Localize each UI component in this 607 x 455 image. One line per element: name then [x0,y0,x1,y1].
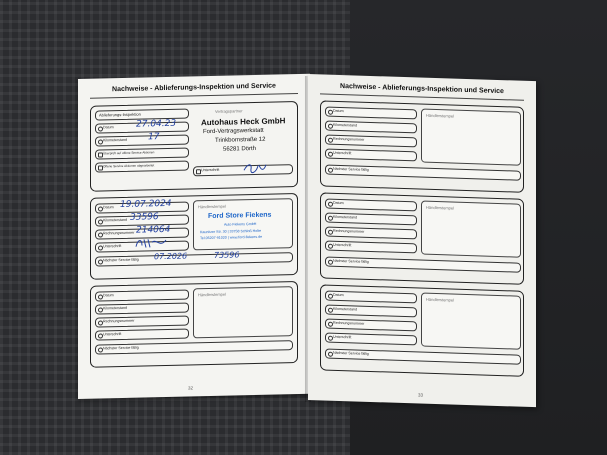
signature-scribble [242,161,268,176]
unterschrift-field [325,333,417,346]
page-title: Nachweise - Ablieferungs-Inspektion und Service [340,83,504,96]
naechster-service-field [325,349,521,365]
unterschrift-label: Unterschrift [333,242,352,248]
datum-label: Datum [333,200,344,206]
unterschrift-field [325,149,417,162]
naechster-label: Nächster Service fällig [333,350,369,356]
stamp-label: Händlerstempel [426,204,455,211]
stamp-label: Vertragspartner [215,108,243,114]
stamp-label: Händlerstempel [198,291,227,298]
km-handwritten: 17 [148,132,160,143]
unterschrift-label: Unterschrift [333,150,352,156]
bullet-icon [98,245,103,250]
bullet-icon [98,259,103,264]
km-label: Kilometerstand [103,217,127,223]
service-entry-2 [90,281,298,368]
stamp-line3: Trinkbornstraße 12 [215,136,266,144]
naechster-service-field [95,340,293,354]
km-label: Kilometerstand [333,214,357,220]
stamp-line2: Ford-Vertragswerkstatt [203,127,264,136]
bullet-icon [98,206,103,211]
unterschrift-field [95,328,189,340]
km-label: Kilometerstand [333,306,357,312]
dealer-stamp-heck [193,106,291,162]
rechnung-label: Rechnungsnummer [333,136,365,142]
datum-label: Datum [103,125,114,130]
bullet-icon [328,294,333,299]
rechnungsnummer-field [325,319,417,332]
service-booklet-right-page [308,74,536,407]
km-label: Kilometerstand [103,305,127,311]
datum-label: Datum [333,292,344,298]
delivery-inspection-section [90,101,298,192]
unterschrift-label: Unterschrift [201,167,220,173]
service-entry-r2 [320,192,524,284]
unterschrift-field [193,164,293,176]
rechnung-label: Rechnungsnummer [103,318,135,324]
bullet-icon [328,168,333,173]
check-service-actions [95,147,189,159]
bullet-icon [98,126,103,131]
checkbox-icon [98,152,103,157]
service-entry-r3 [320,284,524,376]
bullet-icon [328,322,333,327]
datum-label: Datum [103,205,114,210]
stamp-sub2: Kaunitzer Str. 30 | 33758 Schloß Holte [200,228,262,235]
datum-handwritten: 19.07.2024 [120,198,172,211]
bullet-icon [328,352,333,357]
dealer-stamp-box [193,286,293,338]
km-label: Kilometerstand [333,122,357,128]
stamp-sub3: Tel.05207-91020 | www.ford-fiekens.de [200,234,263,241]
naechster-service-field [95,252,293,266]
stamp-label: Händlerstempel [198,203,227,210]
bullet-icon [328,244,333,249]
unterschrift-label: Unterschrift [103,332,122,337]
bullet-icon [328,152,333,157]
page-title: Nachweise - Ablieferungs-Inspektion und Service [112,82,276,94]
km-handwritten: 33596 [130,212,159,223]
kilometerstand-field [95,134,189,146]
rechnungsnummer-field [325,227,417,240]
datum-handwritten: 27.04.23 [136,118,177,130]
bullet-icon [98,333,103,338]
bullet-icon [328,202,333,207]
bullet-icon [98,347,103,352]
bullet-icon [328,336,333,341]
naechster-km-handwritten: 73596 [214,250,240,260]
datum-field [95,289,189,301]
checkbox-icon [98,165,103,170]
stamp-label: Händlerstempel [426,112,455,119]
stamp-line4: 56281 Dörth [223,145,257,153]
naechster-label: Nächster Service fällig [103,345,139,351]
unterschrift-label: Unterschrift [103,244,122,249]
page-number: 33 [418,392,424,398]
datum-field [325,199,417,212]
datum-field [325,107,417,120]
checkbox-icon [196,169,201,174]
naechster-label: Nächster Service fällig [103,257,139,263]
datum-field [325,291,417,304]
bullet-icon [328,110,333,115]
dealer-stamp-box [421,293,521,350]
bullet-icon [98,139,103,144]
rechnung-label: Rechnungsnummer [333,320,365,326]
check-service-done [95,160,189,172]
check1-label: Überprüft auf offene Service Aktionen [103,150,155,156]
service-booklet-left-page [78,74,310,399]
naechster-service-field [325,165,521,181]
bullet-icon [98,232,103,237]
signature-scribble [134,236,168,251]
datum-field [95,118,189,133]
kilometerstand-field [95,302,189,314]
dealer-stamp-fiekens [193,198,293,250]
rechnungsnummer-field [325,135,417,148]
dealer-stamp-box [421,109,521,166]
kilometerstand-field [325,305,417,318]
unterschrift-label: Unterschrift [333,334,352,340]
datum-label: Datum [333,108,344,114]
rechnung-label: Rechnungsnummer [333,228,365,234]
check2-label: Offene Service Aktionen abgearbeitet [103,163,155,169]
service-entry-1 [90,193,298,280]
datum-label: Datum [103,293,114,298]
bullet-icon [328,260,333,265]
stamp-sub1: Auto Fiekens GmbH [224,221,257,227]
bullet-icon [328,124,333,129]
naechster-service-field [325,257,521,273]
dealer-stamp-box [421,201,521,258]
bullet-icon [98,320,103,325]
stamp-title: Ford Store Fiekens [208,211,272,221]
service-entry-r1 [320,100,524,192]
naechster-label: Nächster Service fällig [333,258,369,264]
stamp-label: Händlerstempel [426,296,455,303]
kilometerstand-field [325,121,417,134]
unterschrift-field [325,241,417,254]
bullet-icon [328,230,333,235]
naechster-label: Nächster Service fällig [333,166,369,172]
stamp-company: Autohaus Heck GmbH [201,116,286,128]
bullet-icon [328,138,333,143]
bullet-icon [328,216,333,221]
page-number: 32 [188,385,194,391]
km-label: Kilometerstand [103,137,127,143]
bullet-icon [98,307,103,312]
rechnungsnummer-field [95,315,189,327]
bullet-icon [328,308,333,313]
section-header-label: Ablieferungs-Inspektion [99,111,141,118]
rechnung-handwritten: 214064 [136,224,171,236]
bullet-icon [98,219,103,224]
naechster-date-handwritten: 07.2026 [154,251,188,262]
kilometerstand-field [325,213,417,226]
bullet-icon [98,294,103,299]
title-rule [90,93,298,99]
rechnung-label: Rechnungsnummer [103,230,135,236]
